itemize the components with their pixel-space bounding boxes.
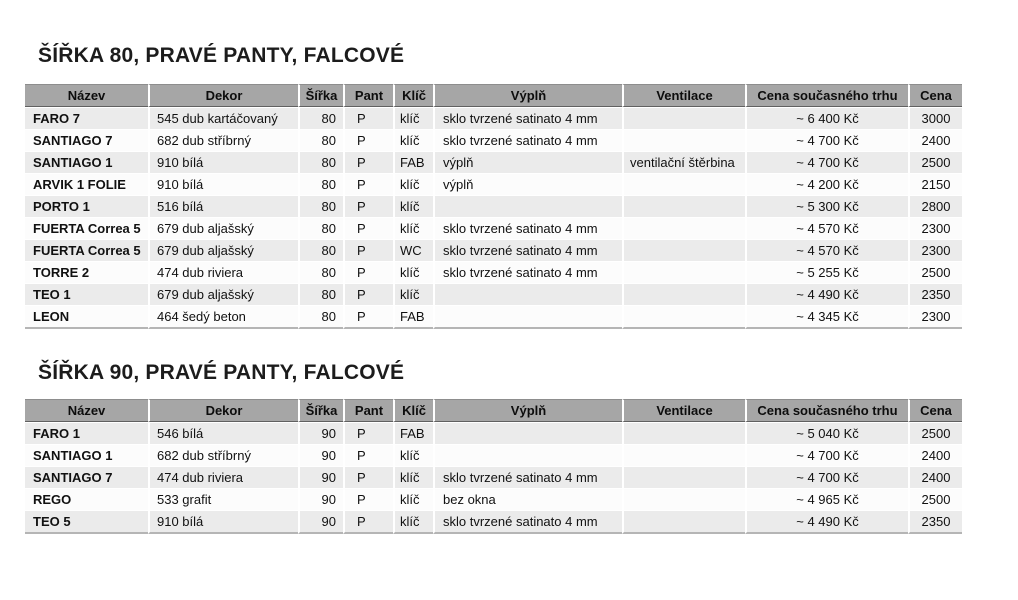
column-header-cena-soucasneho-trhu: Cena současného trhu bbox=[745, 399, 908, 422]
cell-vypln: sklo tvrzené satinato 4 mm bbox=[433, 129, 622, 151]
table-row bbox=[25, 444, 962, 466]
cell-cena-soucasneho-trhu: ~ 5 255 Kč bbox=[745, 261, 908, 283]
cell-dekor: 533 grafit bbox=[148, 488, 298, 510]
cell-pant: P bbox=[343, 173, 393, 195]
cell-klic: klíč bbox=[393, 261, 433, 283]
cell-klic: klíč bbox=[393, 466, 433, 488]
table-row bbox=[25, 217, 962, 239]
table-row bbox=[25, 466, 962, 488]
cell-klic: klíč bbox=[393, 107, 433, 129]
cell-cena: 2400 bbox=[908, 444, 962, 466]
cell-cena: 2500 bbox=[908, 151, 962, 173]
cell-pant: P bbox=[343, 488, 393, 510]
cell-pant: P bbox=[343, 510, 393, 534]
table-header bbox=[25, 84, 962, 107]
cell-klic: klíč bbox=[393, 129, 433, 151]
column-header-sirka: Šířka bbox=[298, 84, 343, 107]
cell-dekor: 474 dub riviera bbox=[148, 261, 298, 283]
cell-sirka: 80 bbox=[298, 195, 343, 217]
cell-cena: 2300 bbox=[908, 217, 962, 239]
cell-ventilace bbox=[622, 444, 745, 466]
cell-sirka: 80 bbox=[298, 305, 343, 329]
cell-vypln: sklo tvrzené satinato 4 mm bbox=[433, 510, 622, 534]
cell-nazev: TEO 5 bbox=[25, 510, 148, 534]
cell-cena-soucasneho-trhu: ~ 4 700 Kč bbox=[745, 129, 908, 151]
cell-sirka: 80 bbox=[298, 173, 343, 195]
cell-dekor: 464 šedý beton bbox=[148, 305, 298, 329]
cell-cena-soucasneho-trhu: ~ 4 200 Kč bbox=[745, 173, 908, 195]
cell-cena: 2150 bbox=[908, 173, 962, 195]
column-header-pant: Pant bbox=[343, 84, 393, 107]
cell-sirka: 80 bbox=[298, 107, 343, 129]
table-sirka-80 bbox=[25, 84, 962, 329]
cell-dekor: 545 dub kartáčovaný bbox=[148, 107, 298, 129]
cell-dekor: 474 dub riviera bbox=[148, 466, 298, 488]
cell-pant: P bbox=[343, 422, 393, 444]
cell-klic: FAB bbox=[393, 151, 433, 173]
column-header-nazev: Název bbox=[25, 84, 148, 107]
cell-ventilace bbox=[622, 107, 745, 129]
cell-ventilace bbox=[622, 239, 745, 261]
column-header-dekor: Dekor bbox=[148, 399, 298, 422]
cell-pant: P bbox=[343, 261, 393, 283]
table-body bbox=[25, 422, 962, 534]
section-title-sirka-90: ŠÍŘKA 90, PRAVÉ PANTY, FALCOVÉ bbox=[38, 361, 405, 384]
cell-vypln: výplň bbox=[433, 173, 622, 195]
cell-vypln bbox=[433, 444, 622, 466]
column-header-pant: Pant bbox=[343, 399, 393, 422]
cell-ventilace bbox=[622, 129, 745, 151]
cell-nazev: FARO 1 bbox=[25, 422, 148, 444]
cell-vypln bbox=[433, 195, 622, 217]
cell-dekor: 910 bílá bbox=[148, 173, 298, 195]
column-header-ventilace: Ventilace bbox=[622, 84, 745, 107]
cell-ventilace bbox=[622, 261, 745, 283]
cell-nazev: TEO 1 bbox=[25, 283, 148, 305]
cell-cena: 2500 bbox=[908, 261, 962, 283]
cell-sirka: 80 bbox=[298, 239, 343, 261]
cell-ventilace bbox=[622, 195, 745, 217]
cell-vypln bbox=[433, 422, 622, 444]
table-row bbox=[25, 305, 962, 329]
cell-ventilace bbox=[622, 173, 745, 195]
cell-vypln: sklo tvrzené satinato 4 mm bbox=[433, 217, 622, 239]
cell-cena-soucasneho-trhu: ~ 4 700 Kč bbox=[745, 444, 908, 466]
cell-klic: klíč bbox=[393, 195, 433, 217]
cell-dekor: 679 dub aljašský bbox=[148, 217, 298, 239]
cell-klic: WC bbox=[393, 239, 433, 261]
table-row bbox=[25, 151, 962, 173]
cell-sirka: 90 bbox=[298, 488, 343, 510]
cell-klic: FAB bbox=[393, 422, 433, 444]
cell-klic: klíč bbox=[393, 510, 433, 534]
table-body bbox=[25, 107, 962, 329]
cell-sirka: 80 bbox=[298, 129, 343, 151]
cell-ventilace bbox=[622, 510, 745, 534]
cell-cena: 2500 bbox=[908, 488, 962, 510]
table-row bbox=[25, 422, 962, 444]
cell-cena-soucasneho-trhu: ~ 4 700 Kč bbox=[745, 466, 908, 488]
table-row bbox=[25, 239, 962, 261]
cell-cena: 2800 bbox=[908, 195, 962, 217]
cell-pant: P bbox=[343, 239, 393, 261]
column-header-klic: Klíč bbox=[393, 84, 433, 107]
cell-cena: 2300 bbox=[908, 305, 962, 329]
cell-nazev: ARVIK 1 FOLIE bbox=[25, 173, 148, 195]
cell-cena: 2350 bbox=[908, 510, 962, 534]
cell-sirka: 80 bbox=[298, 151, 343, 173]
cell-klic: klíč bbox=[393, 283, 433, 305]
cell-cena-soucasneho-trhu: ~ 4 965 Kč bbox=[745, 488, 908, 510]
cell-dekor: 546 bílá bbox=[148, 422, 298, 444]
cell-pant: P bbox=[343, 305, 393, 329]
cell-sirka: 90 bbox=[298, 422, 343, 444]
cell-vypln: výplň bbox=[433, 151, 622, 173]
cell-sirka: 80 bbox=[298, 217, 343, 239]
cell-nazev: FUERTA Correa 5 bbox=[25, 217, 148, 239]
cell-vypln: bez okna bbox=[433, 488, 622, 510]
table-sirka-90 bbox=[25, 399, 962, 534]
cell-cena: 2500 bbox=[908, 422, 962, 444]
cell-klic: klíč bbox=[393, 173, 433, 195]
cell-klic: klíč bbox=[393, 217, 433, 239]
cell-cena-soucasneho-trhu: ~ 4 490 Kč bbox=[745, 510, 908, 534]
column-header-cena: Cena bbox=[908, 399, 962, 422]
cell-ventilace bbox=[622, 422, 745, 444]
cell-ventilace bbox=[622, 283, 745, 305]
table-row bbox=[25, 510, 962, 534]
cell-nazev: LEON bbox=[25, 305, 148, 329]
cell-cena-soucasneho-trhu: ~ 4 570 Kč bbox=[745, 217, 908, 239]
cell-sirka: 90 bbox=[298, 444, 343, 466]
cell-cena: 2300 bbox=[908, 239, 962, 261]
cell-klic: klíč bbox=[393, 488, 433, 510]
cell-pant: P bbox=[343, 107, 393, 129]
cell-sirka: 80 bbox=[298, 283, 343, 305]
cell-pant: P bbox=[343, 217, 393, 239]
cell-nazev: SANTIAGO 7 bbox=[25, 129, 148, 151]
cell-pant: P bbox=[343, 129, 393, 151]
cell-cena-soucasneho-trhu: ~ 6 400 Kč bbox=[745, 107, 908, 129]
table-row bbox=[25, 129, 962, 151]
cell-cena-soucasneho-trhu: ~ 4 700 Kč bbox=[745, 151, 908, 173]
cell-nazev: FUERTA Correa 5 bbox=[25, 239, 148, 261]
cell-pant: P bbox=[343, 466, 393, 488]
cell-cena: 2400 bbox=[908, 466, 962, 488]
table-row bbox=[25, 283, 962, 305]
cell-sirka: 90 bbox=[298, 466, 343, 488]
cell-cena-soucasneho-trhu: ~ 5 300 Kč bbox=[745, 195, 908, 217]
cell-vypln: sklo tvrzené satinato 4 mm bbox=[433, 261, 622, 283]
column-header-cena: Cena bbox=[908, 84, 962, 107]
column-header-sirka: Šířka bbox=[298, 399, 343, 422]
column-header-nazev: Název bbox=[25, 399, 148, 422]
column-header-dekor: Dekor bbox=[148, 84, 298, 107]
cell-vypln: sklo tvrzené satinato 4 mm bbox=[433, 239, 622, 261]
cell-vypln bbox=[433, 305, 622, 329]
table-row bbox=[25, 107, 962, 129]
table-row bbox=[25, 261, 962, 283]
cell-sirka: 80 bbox=[298, 261, 343, 283]
section-title-sirka-80: ŠÍŘKA 80, PRAVÉ PANTY, FALCOVÉ bbox=[38, 44, 405, 67]
cell-cena-soucasneho-trhu: ~ 5 040 Kč bbox=[745, 422, 908, 444]
cell-sirka: 90 bbox=[298, 510, 343, 534]
column-header-cena-soucasneho-trhu: Cena současného trhu bbox=[745, 84, 908, 107]
cell-nazev: SANTIAGO 1 bbox=[25, 444, 148, 466]
table-row bbox=[25, 195, 962, 217]
cell-ventilace bbox=[622, 217, 745, 239]
table-row bbox=[25, 173, 962, 195]
table-row bbox=[25, 488, 962, 510]
column-header-vypln: Výplň bbox=[433, 399, 622, 422]
cell-nazev: SANTIAGO 7 bbox=[25, 466, 148, 488]
cell-cena: 3000 bbox=[908, 107, 962, 129]
cell-nazev: PORTO 1 bbox=[25, 195, 148, 217]
cell-pant: P bbox=[343, 151, 393, 173]
cell-cena: 2400 bbox=[908, 129, 962, 151]
cell-vypln bbox=[433, 283, 622, 305]
cell-nazev: TORRE 2 bbox=[25, 261, 148, 283]
cell-pant: P bbox=[343, 195, 393, 217]
cell-ventilace bbox=[622, 466, 745, 488]
cell-dekor: 910 bílá bbox=[148, 510, 298, 534]
column-header-klic: Klíč bbox=[393, 399, 433, 422]
cell-dekor: 682 dub stříbrný bbox=[148, 444, 298, 466]
cell-nazev: FARO 7 bbox=[25, 107, 148, 129]
cell-dekor: 682 dub stříbrný bbox=[148, 129, 298, 151]
cell-klic: FAB bbox=[393, 305, 433, 329]
cell-ventilace bbox=[622, 305, 745, 329]
cell-pant: P bbox=[343, 283, 393, 305]
cell-ventilace bbox=[622, 488, 745, 510]
column-header-ventilace: Ventilace bbox=[622, 399, 745, 422]
cell-dekor: 679 dub aljašský bbox=[148, 239, 298, 261]
cell-nazev: SANTIAGO 1 bbox=[25, 151, 148, 173]
cell-klic: klíč bbox=[393, 444, 433, 466]
cell-nazev: REGO bbox=[25, 488, 148, 510]
cell-cena-soucasneho-trhu: ~ 4 490 Kč bbox=[745, 283, 908, 305]
cell-vypln: sklo tvrzené satinato 4 mm bbox=[433, 466, 622, 488]
cell-dekor: 679 dub aljašský bbox=[148, 283, 298, 305]
cell-pant: P bbox=[343, 444, 393, 466]
cell-dekor: 516 bílá bbox=[148, 195, 298, 217]
column-header-vypln: Výplň bbox=[433, 84, 622, 107]
cell-cena: 2350 bbox=[908, 283, 962, 305]
cell-cena-soucasneho-trhu: ~ 4 345 Kč bbox=[745, 305, 908, 329]
cell-ventilace: ventilační štěrbina bbox=[622, 151, 745, 173]
cell-cena-soucasneho-trhu: ~ 4 570 Kč bbox=[745, 239, 908, 261]
cell-dekor: 910 bílá bbox=[148, 151, 298, 173]
table-header bbox=[25, 399, 962, 422]
cell-vypln: sklo tvrzené satinato 4 mm bbox=[433, 107, 622, 129]
